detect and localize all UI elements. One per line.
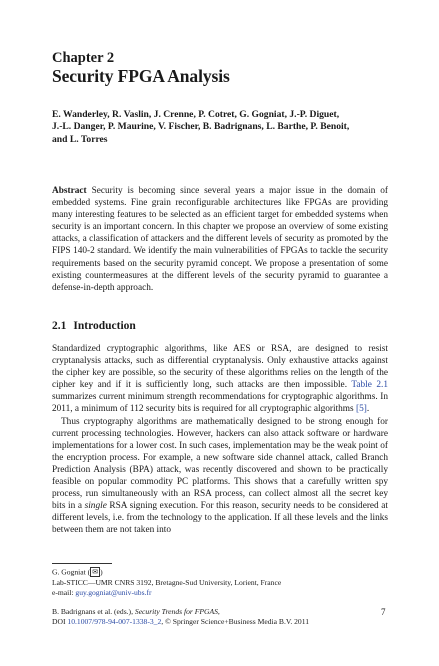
chapter-title: Security FPGA Analysis xyxy=(52,66,230,86)
emphasis-text: single xyxy=(84,501,107,512)
paragraph-text: summarizes current minimum strength recommendations for cryptographic algorithms. In 2011, a minimum of 112 security bits is required for all cryptographic algorithms xyxy=(52,392,388,415)
footnote-divider xyxy=(52,563,112,564)
citation-link[interactable]: [5] xyxy=(355,404,367,415)
chapter-label: Chapter 2 xyxy=(52,50,115,66)
paragraph xyxy=(52,416,388,537)
doi-label: DOI xyxy=(52,617,68,627)
footnote-name-line: G. Gogniat ( ✉ ) xyxy=(52,567,103,577)
abstract-label: Abstract xyxy=(52,186,87,196)
paragraph-text: . xyxy=(366,404,370,415)
paragraph-text: Thus cryptography algorithms are mathematically designed to be strong enough for current processing technologies. However, hackers can also attack software or hardware implementations for a lower cost. In such cases, implementation may be the weak point of the encryption process. For example, a new software side channel attack, called Branch Prediction Analysis (BPA) attack, was recently discovered and shown to be practically feasible on popular commodity PC platforms. This shows that a carefully written spy process, run simultaneously with an RSA process, can collect almost all the secret key bits in a xyxy=(52,416,388,512)
footer-book-title: Security Trends for FPGAS xyxy=(134,607,218,616)
email-label: e-mail: xyxy=(52,588,76,598)
author-line: and L. Torres xyxy=(52,133,108,145)
author-line: E. Wanderley, R. Vaslin, J. Crenne, P. Cotret, G. Gogniat, J.-P. Diguet, xyxy=(52,109,340,120)
footer-citation-line: B. Badrignans et al. (eds.), Security Trends for FPGAS, xyxy=(52,607,220,616)
footnote-affiliation: Lab-STICC—UMR CNRS 3192, Bretagne-Sud University, Lorient, France xyxy=(52,577,282,587)
section-heading xyxy=(52,320,136,332)
author-list xyxy=(52,109,392,146)
section-number: 2.1 xyxy=(52,320,67,332)
paragraph-text: Standardized cryptographic algorithms, like AES or RSA, are designed to resist cryptanalysis attacks, such as differential cryptanalysis. Only exhaustive attacks against the cipher key are possible, so the security of these algorithms relies on the length of the cipher key and if it is sufficiently long, such attacks are then impossible. xyxy=(52,344,388,391)
doi-link[interactable]: 10.1007/978-94-007-1338-3_2 xyxy=(67,617,162,627)
author-footnote xyxy=(52,567,392,599)
table-reference-link[interactable]: Table 2.1 xyxy=(351,380,388,391)
body-text xyxy=(52,343,388,537)
footnote-email-line xyxy=(52,588,392,598)
paragraph xyxy=(52,343,388,416)
email-link[interactable]: guy.gogniat@univ-ubs.fr xyxy=(75,588,152,598)
footnote-author-name: G. Gogniat xyxy=(52,567,86,577)
abstract xyxy=(52,185,388,294)
author-line: J.-L. Danger, P. Maurine, V. Fischer, B. Badrignans, L. Barthe, P. Benoit, xyxy=(52,121,350,133)
page-footer xyxy=(52,607,388,628)
abstract-text: Security is becoming since several years a major issue in the domain of embedded systems. Fine grain reconfigurable architectures like FPGAs are providing many interesting features to be selected as an efficient target for embedded systems when security is an important concern. In this chapter we propose an overview of some existing attacks, a classification of attackers and the different levels of security as promoted by the FIPS 140-2 standard. We identify the main vulnerabilities of FPGAs to tackle the security requirements based on the security pyramid concept. We propose a presentation of some existing countermeasures at the different levels of the security pyramid to guarantee a defense-in-depth approach. xyxy=(52,186,388,293)
paragraph-text: RSA signing execution. For this reason, security needs to be considered at different levels, i.e. from the technology to the application. If all these levels and the links between them are not taken into xyxy=(52,501,388,536)
footer-editors: B. Badrignans et al. (eds.), xyxy=(52,607,135,616)
footer-doi-line xyxy=(52,617,388,627)
copyright-text: , © Springer Science+Business Media B.V. 2011 xyxy=(161,617,310,627)
page-number: 7 xyxy=(381,607,386,617)
section-title: Introduction xyxy=(73,320,136,332)
envelope-icon: ✉ xyxy=(92,568,99,576)
